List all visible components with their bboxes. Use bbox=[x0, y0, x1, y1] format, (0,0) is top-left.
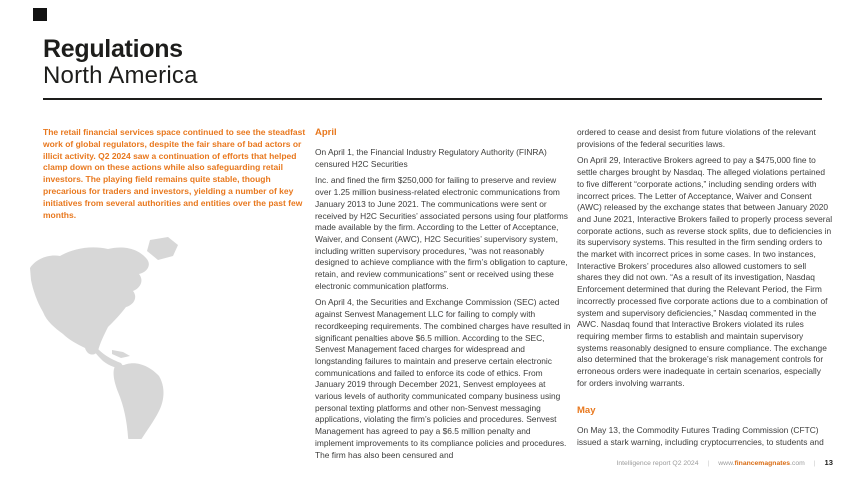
page-footer bbox=[617, 458, 834, 467]
page-corner-mark bbox=[33, 8, 47, 21]
footer-separator: | bbox=[707, 460, 710, 467]
body-paragraph: ordered to cease and desist from future violations of the relevant provisions of the federal securities laws. bbox=[577, 127, 816, 149]
world-map bbox=[28, 234, 218, 439]
intro-column bbox=[43, 127, 309, 439]
column-april bbox=[315, 127, 571, 466]
column-right bbox=[577, 127, 833, 454]
section-heading-may: May bbox=[577, 405, 596, 417]
footer-site-prefix: www. bbox=[718, 460, 735, 467]
page-header bbox=[43, 36, 822, 100]
body-paragraph: Inc. and fined the firm $250,000 for failing to preserve and review over 1.25 million business-related electronic communications from January 2013 to June 2021. The communications were sent or received by H2C Securities’ associated persons using four platforms made available by the firm. According to the Letter of Acceptance, Waiver, and Consent (AWC), H2C Securities’ supervisory system, including written supervisory procedures, “was not reasonably designed to achieve compliance with the firm’s obligation to capture, retain, and review communications” sent or received using these electronic communication platforms. bbox=[315, 175, 568, 291]
body-paragraph: On April 29, Interactive Brokers agreed to pay a $475,000 fine to settle charges brought by Nasdaq. The alleged violations pertained to five different “corporate actions,” including sending orders with incorrect prices. The Letter of Acceptance, Waiver and Consent (AWC) released by the exchange states that between January 2020 and June 2021, Interactive Brokers failed to properly process several corporate actions, such as reverse stock splits, due to deficiencies in its supervisory systems. This resulted in the firm sending orders to the market with incorrect prices in some cases. In two instances, Interactive Brokers’ procedures also allowed customers to sell shares they did not own. “As a result of its investigation, Nasdaq Enforcement determined that during the Relevant Period, the Firm incorrectly processed five corporate actions due to a combination of system and supervisory deficiencies,” Nasdaq commented in the AWC. Nasdaq found that Interactive Brokers violated its rules requiring member firms to establish and maintain supervisory systems reasonably designed to ensure compliance. The exchange also determined that the brokerage’s risk management controls for erroneous orders were inadequate in certain scenarios, especially for orders involving warrants. bbox=[577, 155, 833, 388]
page-title: Regulations bbox=[43, 35, 183, 63]
body-paragraph: On April 4, the Securities and Exchange Commission (SEC) acted against Senvest Management LLC for failing to comply with recordkeeping requirements. The combined charges have resulted in significant penalties above $6.5 million. According to the SEC, Senvest Management faced charges for widespread and longstanding failures to maintain and preserve certain electronic communications and failed to enforce its code of ethics. From January 2019 through December 2021, Senvest employees at various levels of authority communicated company business using personal texting platforms and other non-Senvest messaging applications, violating the firm’s policies and procedures. Senvest Management has agreed to pay a $6.5 million penalty and implement improvements to its compliance policies and procedures. The firm has also been censured and bbox=[315, 297, 571, 460]
intro-paragraph: The retail financial services space continued to see the steadfast work of global regulators, despite the fair share of bad actors or illicit activity. Q2 2024 saw a continuation of efforts that helped clamp down on these actions while also safeguarding retail investors. The playing field remains quite stable, though precarious for traders and investors, yielding a number of key initiatives from several authorities and entities over the past few months. bbox=[43, 127, 306, 220]
footer-page-number: 13 bbox=[824, 458, 833, 467]
footer-site-suffix: .com bbox=[790, 460, 805, 467]
page-subtitle: North America bbox=[43, 62, 198, 89]
body-paragraph: On April 1, the Financial Industry Regulatory Authority (FINRA) censured H2C Securities bbox=[315, 147, 547, 169]
footer-website-link[interactable] bbox=[718, 460, 805, 467]
footer-report-label: Intelligence report Q2 2024 bbox=[616, 460, 699, 467]
footer-separator: | bbox=[813, 460, 816, 467]
header-divider bbox=[43, 98, 822, 100]
footer-site-brand: financemagnates bbox=[734, 460, 791, 467]
section-heading-april: April bbox=[315, 127, 337, 138]
body-paragraph: On May 13, the Commodity Futures Trading Commission (CFTC) issued a stark warning, including cryptocurrencies, to students and bbox=[577, 425, 824, 448]
